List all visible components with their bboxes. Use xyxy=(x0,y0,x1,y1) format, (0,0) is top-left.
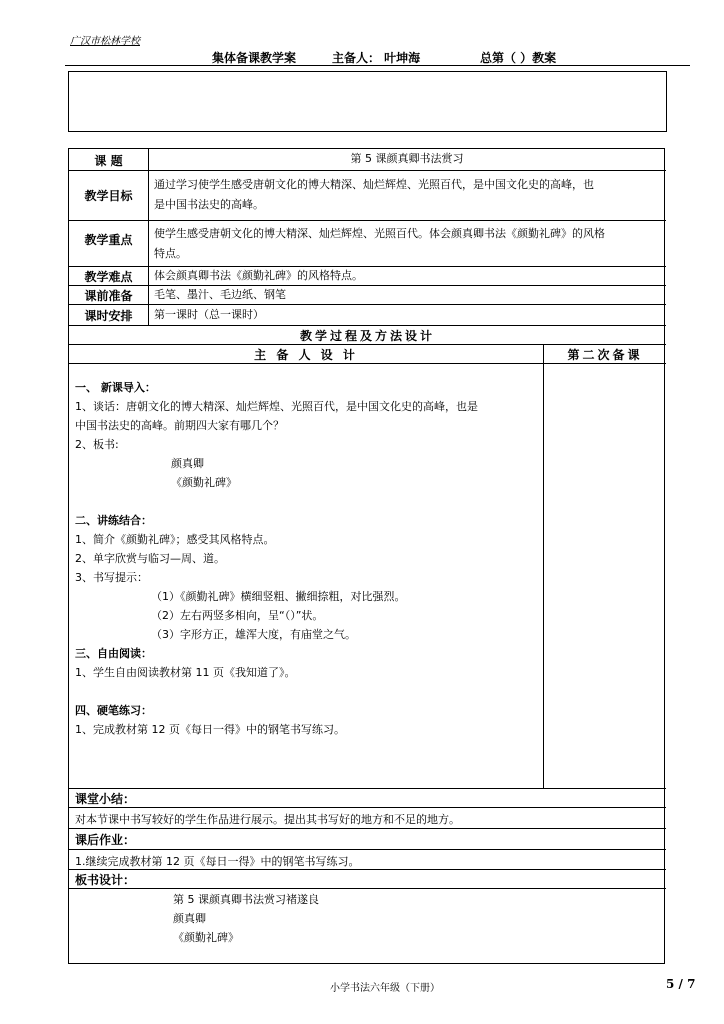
body-line: 1、完成教材第 12 页《每日一得》中的钢笔书写练习。 xyxy=(75,723,345,736)
body-line: 1、谈话：唐朝文化的博大精深、灿烂辉煌、光照百代，是中国文化史的高峰，也是 xyxy=(75,400,478,413)
body-line: （3）字形方正，雄浑大度，有庙堂之气。 xyxy=(151,628,356,641)
column-header-row xyxy=(69,344,666,363)
body-line: 颜真卿 xyxy=(171,457,204,470)
time-value: 第一课时（总一课时） xyxy=(154,308,264,321)
body-line: 1、学生自由阅读教材第 11 页《我知道了》。 xyxy=(75,666,296,679)
doc-title: 集体备课教学案 xyxy=(212,51,297,65)
board-label: 板书设计： xyxy=(75,873,136,887)
goal-label: 教学目标 xyxy=(84,189,133,203)
body-line: （1）《颜勤礼碑》横细竖粗、撇细捺粗，对比强烈。 xyxy=(151,590,406,603)
goal-line-2: 是中国书法史的高峰。 xyxy=(154,198,264,211)
goal-row xyxy=(69,170,666,220)
total-lesson: 总第（ ）教案 xyxy=(480,51,557,65)
body-line: 2、单字欣赏与临习—周、道。 xyxy=(75,552,225,565)
key-row xyxy=(69,220,666,266)
time-row xyxy=(69,304,666,325)
key-line-1: 使学生感受唐朝文化的博大精深、灿烂辉煌、光照百代。体会颜真卿书法《颜勤礼碑》的风格 xyxy=(154,227,605,240)
board-label-row xyxy=(69,869,666,888)
goal-line-1: 通过学习使学生感受唐朝文化的博大精深、灿烂辉煌、光照百代，是中国文化史的高峰，也 xyxy=(154,178,594,191)
difficulty-row xyxy=(69,266,666,285)
section-4-title: 四、硬笔练习： xyxy=(75,704,152,717)
second-prep-header: 第二次备课 xyxy=(567,348,643,362)
body-line: 2、板书: xyxy=(75,438,119,451)
body-line: 《颜勤礼碑》 xyxy=(171,476,237,489)
body-line: 3、书写提示： xyxy=(75,571,148,584)
preparer: 主备人： 叶坤海 xyxy=(332,51,421,65)
top-empty-box xyxy=(68,71,667,132)
topic-label: 课 题 xyxy=(94,154,123,168)
prep-value: 毛笔、墨汁、毛边纸、钢笔 xyxy=(154,288,286,301)
prep-label: 课前准备 xyxy=(84,289,133,303)
board-line: 第 5 课颜真卿书法赏习褚遂良 xyxy=(173,893,319,906)
book-name: 小学书法六年级（下册） xyxy=(330,983,440,994)
homework-text-row xyxy=(69,849,666,869)
topic-value: 第 5 课颜真卿书法赏习 xyxy=(350,152,464,165)
body-line: 1、简介《颜勤礼碑》；感受其风格特点。 xyxy=(75,533,275,546)
summary-text: 对本节课中书写较好的学生作品进行展示。提出其书写好的地方和不足的地方。 xyxy=(75,813,460,826)
key-label: 教学重点 xyxy=(84,233,133,247)
homework-label: 课后作业： xyxy=(75,833,136,847)
prep-row xyxy=(69,285,666,304)
key-line-2: 特点。 xyxy=(154,247,187,260)
board-line: 颜真卿 xyxy=(173,912,206,925)
school-name: 广汉市松林学校 xyxy=(70,36,140,47)
summary-text-row xyxy=(69,807,666,828)
lesson-table xyxy=(68,148,665,964)
design-body-row xyxy=(69,363,666,788)
page-number: 5 / 7 xyxy=(666,977,696,991)
difficulty-label: 教学难点 xyxy=(84,270,133,284)
section-2-title: 二、讲练结合： xyxy=(75,514,152,527)
summary-label-row xyxy=(69,788,666,807)
section-3-title: 三、自由阅读： xyxy=(75,647,152,660)
board-line: 《颜勤礼碑》 xyxy=(173,931,239,944)
difficulty-value: 体会颜真卿书法《颜勤礼碑》的风格特点。 xyxy=(154,269,363,282)
time-label: 课时安排 xyxy=(84,309,133,323)
design-body xyxy=(75,378,540,739)
homework-text: 1.继续完成教材第 12 页《每日一得》中的钢笔书写练习。 xyxy=(75,855,360,868)
section-1-title: 一、 新课导入： xyxy=(75,381,156,394)
header-rule xyxy=(65,65,690,66)
body-line: （2）左右两竖多相向，呈“（）”状。 xyxy=(151,609,324,622)
process-title: 教学过程及方法设计 xyxy=(299,329,435,343)
topic-row xyxy=(69,149,666,170)
main-design-header: 主 备 人 设 计 xyxy=(254,348,358,362)
summary-label: 课堂小结： xyxy=(75,792,136,806)
body-line: 中国书法史的高峰。前期四大家有哪几个？ xyxy=(75,419,284,432)
board-body-row xyxy=(69,888,666,965)
process-title-row xyxy=(69,325,666,344)
homework-label-row xyxy=(69,828,666,849)
